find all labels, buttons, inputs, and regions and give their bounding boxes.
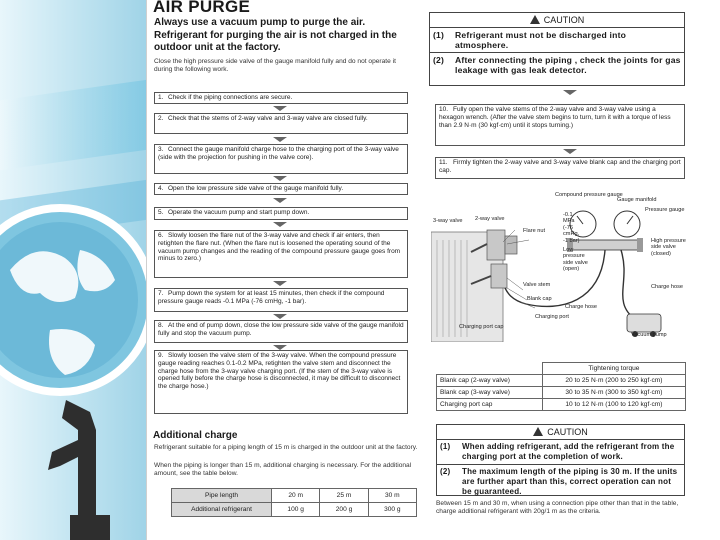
globe-decoration	[0, 0, 148, 540]
step-text: Fully open the valve stems of the 2-way valve and 3-way valve using a hexagon wrench. (After the valve stem begins to turn, turn it with a torque of less than 2.9 N·m (30 kgf·cm) until it stops turning.)	[439, 106, 671, 129]
flow-arrow	[273, 198, 287, 203]
step-text: Open the low pressure side valve of the gauge manifold fully.	[168, 185, 344, 192]
step-box	[154, 144, 408, 174]
step-number: 8.	[158, 322, 164, 329]
flow-arrow	[563, 90, 577, 95]
label-charge-hose-2: Charge hose	[565, 304, 598, 310]
step-number: 7.	[158, 290, 164, 297]
step-text: Check that the stems of 2-way valve and 3-way valve are closed fully.	[168, 115, 368, 122]
page-title: AIR PURGE	[153, 0, 251, 16]
table-row: Pipe length 20 m 25 m 30 m	[172, 489, 417, 503]
label-pressure-gauge: Pressure gauge	[645, 207, 685, 213]
additional-charge-text: When the piping is longer than 15 m, additional charging is necessary. For the additional amount, see the table below.	[154, 462, 412, 478]
step-text: At the end of pump down, close the low pressure side valve of the gauge manifold fully and stop the vacuum pump.	[158, 322, 404, 337]
flow-arrow	[273, 137, 287, 142]
caution-box	[429, 12, 685, 86]
intro-text: Close the high pressure side valve of the gauge manifold fully and do not operate it during the following work.	[154, 58, 396, 74]
table-row: Blank cap (3-way valve) 30 to 35 N·m (300 to 350 kgf·cm)	[437, 387, 686, 399]
label-charge-hose: Charge hose	[651, 284, 684, 290]
step-text: Slowly loosen the valve stem of the 3-way valve. When the compound pressure gauge reading reaches 0.1-0.2 MPa, retighten the valve stem and disconnect the charge hose from the 3-way valve charging port. (If the stem of the 3-way valve is opened fully before the charge hose is disconnected, it may be difficult to disconnect the charge hose.)	[158, 352, 401, 391]
flow-arrow	[273, 106, 287, 111]
label-flare-nut: Flare nut	[523, 228, 546, 234]
label-low-side-valve: Low pressure side valve (open)	[563, 247, 588, 273]
label-compound-gauge: Compound pressure gauge	[555, 192, 623, 198]
label-charging-port: Charging port	[535, 314, 569, 320]
step-box	[154, 113, 408, 134]
step-number: 2.	[158, 115, 164, 122]
step-text: Connect the gauge manifold charge hose to the charging port of the 3-way valve (side with the projection for pushing in the valve core).	[158, 146, 399, 161]
step-text: Firmly tighten the 2-way valve and 3-way valve blank cap and the charging port cap.	[439, 159, 681, 174]
flow-arrow	[273, 314, 287, 319]
step-number: 3.	[158, 146, 164, 153]
label-valve-stem: Valve stem	[523, 282, 551, 288]
step-box	[154, 92, 408, 104]
caution-item: (2) The maximum length of the piping is 30 m. If the units are further apart than this, correct operation can not be guaranteed.	[437, 464, 684, 499]
flow-arrow	[273, 281, 287, 286]
warning-icon	[530, 15, 540, 24]
manual-page	[146, 0, 690, 540]
step-number: 10.	[439, 106, 449, 113]
caution-item: (1) When adding refrigerant, add the refrigerant from the charging port at the completion of work.	[440, 442, 675, 461]
step-text: Pump down the system for at least 15 minutes, then check if the compound pressure gauge reads -0.1 MPa (-76 cmHg, -1 bar).	[158, 290, 385, 305]
step-box	[154, 288, 408, 312]
step-box	[154, 320, 408, 343]
step-number: 5.	[158, 209, 164, 216]
table-row: Blank cap (2-way valve) 20 to 25 N·m (200 to 250 kgf·cm)	[437, 375, 686, 387]
caution-item: (2) After connecting the piping , check the joints for gas leakage with gas leak detector.	[430, 52, 684, 77]
footer-note: Between 15 m and 30 m, when using a connection pipe other than that in the table, charge additional refrigerant with 20g/1 m as the criteria.	[436, 500, 679, 516]
caution-header	[437, 425, 684, 440]
additional-charge-text: Refrigerant suitable for a piping length of 15 m is charged in the outdoor unit at the factory.	[154, 444, 418, 451]
caution-box	[436, 424, 685, 496]
caution-item: (1) Refrigerant must not be discharged into atmosphere.	[433, 30, 627, 50]
flow-arrow	[563, 149, 577, 154]
label-two-way-valve: 2-way valve	[475, 216, 505, 222]
step-number: 4.	[158, 185, 164, 192]
step-box	[154, 207, 408, 220]
step-box	[154, 183, 408, 195]
step-box	[435, 157, 685, 179]
label-vacuum-pump: Vacuum pump	[631, 332, 667, 338]
step-number: 11.	[439, 159, 448, 166]
torque-header: Tightening torque	[542, 363, 685, 375]
label-three-way-valve: 3-way valve	[433, 218, 463, 224]
caution-header	[430, 13, 684, 28]
warning-icon	[533, 427, 543, 436]
lead-instruction: Always use a vacuum pump to purge the air.	[154, 17, 366, 28]
step-box	[435, 104, 685, 146]
step-text: Check if the piping connections are secure.	[168, 94, 293, 101]
label-blank-cap: Blank cap	[527, 296, 552, 302]
label-high-side-valve: High pressure side valve (closed)	[651, 238, 686, 257]
step-text: Slowly loosen the flare nut of the 3-way valve and check if air enters, then retighten the flare nut. (When the flare nut is loosened the operating sound of the vacuum pump changes and the reading of the compound pressure gauge goes from minus to zero.)	[158, 232, 401, 263]
additional-charge-heading: Additional charge	[153, 430, 238, 441]
step-box	[154, 350, 408, 414]
step-number: 9.	[158, 352, 164, 359]
caution-label: CAUTION	[543, 15, 585, 25]
additional-charge-table	[171, 488, 417, 517]
caution-label: CAUTION	[547, 427, 588, 437]
label-charging-port-cap: Charging port cap	[459, 324, 504, 330]
step-number: 1.	[158, 94, 164, 101]
step-box	[154, 230, 408, 278]
air-purge-diagram	[431, 192, 689, 342]
step-number: 6.	[158, 232, 164, 239]
flow-arrow	[273, 176, 287, 181]
label-gauge-manifold: Gauge manifold	[617, 197, 657, 203]
label-reading: -0.1 MPa (-76 cmHg, -1 bar)	[563, 212, 580, 244]
table-row: Charging port cap 10 to 12 N·m (100 to 120 kgf·cm)	[437, 399, 686, 411]
step-text: Operate the vacuum pump and start pump down.	[168, 209, 310, 216]
lead-warning: Refrigerant for purging the air is not charged in the outdoor unit at the factory.	[154, 30, 397, 53]
torque-table	[436, 362, 686, 411]
slide-decoration	[0, 0, 148, 540]
flow-arrow	[273, 222, 287, 227]
table-row: Additional refrigerant 100 g 200 g 300 g	[172, 503, 417, 517]
